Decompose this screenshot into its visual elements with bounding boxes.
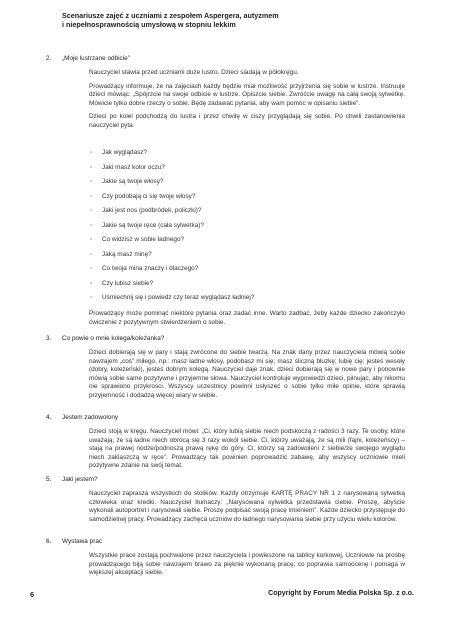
header-line-2: i niepełnosprawnością umysłową w stopniu lekkim — [62, 20, 236, 29]
section-title: Jestem zadowolony — [62, 414, 119, 421]
question-text: Co widzisz w sobie ładnego? — [102, 236, 185, 243]
paragraph: Wszystkie prace zostają pochwalone przez nauczyciela i powieszone na tablicy korkowej. Uczniowie na prośbę prowadzącego biją sobie nawzajem brawo za pięknie wykonaną pracę, co poprawia samoocenę i pomaga w większej akceptacji siebie. — [89, 552, 405, 577]
question-text: Co twoja mina znaczy i dlaczego? — [102, 265, 199, 272]
list-item — [89, 222, 405, 237]
page-header — [62, 11, 402, 29]
question-list — [89, 149, 405, 309]
copyright-notice: Copyright by Forum Media Polska Sp. z o.o. — [268, 590, 414, 597]
section-title: Jaki jestem? — [62, 476, 98, 483]
list-item — [89, 236, 405, 251]
paragraph: Nauczyciel zaprasza wszystkich do stolików. Każdy otrzymuje KARTĘ PRACY NR 1 z narysowaną sylwetką człowieka oraz kredki. Nauczyciel tłumaczy: „Narysowana sylwetka przedstawia ciebie. Proszę, abyście wykonali autoportret i narysowali siebie. Proszę podpisać swoją pracę imieniem”. Każde dziecko przystępuje do samodzielnej pracy. Prowadzący zachęca uczniów do ładnego narysowania siebie przy użyciu wielu kolorów. — [89, 490, 405, 523]
paragraph: Prowadzący może pominąć niektóre pytania oraz zadać inne. Warto zadbać, żeby każde dziecko zakończyło ćwiczenie z pozytywnym stwierdzeniem o sobie. — [89, 310, 405, 326]
list-item — [89, 294, 405, 309]
bullet-icon: ◦ — [90, 294, 93, 301]
question-text: Czy lubisz siebie? — [102, 279, 154, 287]
bullet-icon: ◦ — [90, 163, 93, 171]
list-item — [89, 280, 405, 295]
bullet-icon: ◦ — [90, 149, 93, 156]
bullet-icon: ◦ — [90, 178, 93, 185]
section-6-body — [89, 552, 405, 583]
section-title: Co powie o mnie kolega/koleżanka? — [62, 335, 165, 342]
paragraph: Dzieci po kolei podchodzą do lustra i przez chwilę w ciszy przyglądają się sobie. Po chwili zastanowienia nauczyciel pyta: — [89, 113, 405, 129]
question-text: Jakie są twoje ręce (cała sylwetka)? — [102, 221, 204, 229]
list-item — [89, 178, 405, 193]
bullet-icon: ◦ — [90, 250, 93, 258]
list-item — [89, 193, 405, 208]
bullet-icon: ◦ — [90, 279, 93, 287]
section-4-heading — [46, 414, 119, 423]
bullet-icon: ◦ — [90, 236, 93, 243]
section-number: 2. — [46, 55, 52, 62]
list-item — [89, 265, 405, 280]
section-number: 4. — [46, 414, 52, 421]
header-line-1: Scenariusze zajęć z uczniami z zespołem Aspergera, autyzmem — [62, 11, 279, 20]
section-2-closing — [89, 310, 405, 332]
section-title: Wystawa prac — [62, 538, 103, 545]
section-title: „Moje lustrzane odbicie” — [62, 55, 130, 62]
question-text: Jaki jest nos (podbródek, policzki)? — [102, 207, 202, 214]
section-5-body — [89, 490, 405, 529]
section-2-body — [89, 69, 405, 136]
list-item — [89, 207, 405, 222]
paragraph: Dzieci stoją w kręgu. Nauczyciel mówi: „Ci, który lubią siebie niech podskoczą z radości 3 razy. Te osoby, które uważają, że są ładne niech obrócą się 3 razy wokół siebie. Ci, którzy uważają, że są mili (fajni, koleżeńscy) – stają na prawej nodze/podnoszą prawą rękę do góry. Ci, którzy są zadowoleni z siebie/ze swojego wyglądu niech zaklaszczą w ręce”. Prowadzący tak powinien poprowadzić zabawę, aby wszyscy uczniowie mieli pozytywne zdanie na swój temat. — [89, 428, 405, 470]
list-item — [89, 149, 405, 164]
bullet-icon: ◦ — [90, 221, 93, 229]
bullet-icon: ◦ — [90, 265, 93, 272]
section-3-heading — [46, 335, 165, 344]
question-text: Jaki masz kolor oczu? — [102, 163, 165, 171]
section-3-body — [89, 349, 405, 406]
question-text: Jaką masz minę? — [102, 250, 152, 258]
list-item — [89, 164, 405, 179]
list-item — [89, 251, 405, 266]
question-text: Jakie są twoje włosy? — [102, 178, 164, 185]
paragraph: Nauczyciel stawia przed uczniami duże lustro. Dzieci siadają w półokręgu. — [89, 69, 299, 76]
paragraph: Prowadzący informuje, że na zajęciach każdy będzie miał możliwość przyjrzenia się sobie w lustrze. Instruuje dzieci mówiąc: „Spójrzcie na swoje odbicie w lustrze. Opiszcie siebie. Zwróćcie uwagę na całą swoją sylwetkę. Mówicie tylko dobre rzeczy o sobie. Będę zadawać pytania, aby wam pomóc w opisaniu siebie”. — [89, 82, 405, 107]
question-text: Uśmiechnij się i powiedz czy teraz wyglądasz ładniej? — [102, 294, 255, 301]
question-text: Czy podobają ci się twoje włosy? — [102, 192, 196, 200]
question-text: Jak wyglądasz? — [102, 149, 148, 156]
section-2-heading — [46, 55, 130, 64]
section-4-body — [89, 428, 405, 476]
bullet-icon: ◦ — [90, 192, 93, 200]
section-6-heading — [46, 538, 103, 547]
paragraph: Dzieci dobierają się w pary i stają zwrócone do siebie twarzą. Na znak dany przez nauczyciela mówią sobie nawzajem „coś” miłego, np.: masz ładne włosy, podobasz mi się; masz śliczną bluzkę; lubię cię; jesteś wesoły (dobry, koleżeński), jesteś dobrym kolegą. Nauczyciel daje znak, dzieci dobierają się w nowe pary i ponownie mówią sobie same pozytywne i przyjemne słowa. Nauczyciel kontroluje wypowiedzi dzieci, pilnując, aby nikomu nie sprawiono przykrości. Wszyscy uczestnicy powinni usłyszeć o sobie tylko miłe opinie, które sprawią przyjemność i dodadzą więcej wiary w siebie. — [89, 349, 405, 399]
section-number: 3. — [46, 335, 52, 342]
section-number: 5. — [46, 476, 52, 483]
page-number: 6 — [30, 590, 35, 599]
section-5-heading — [46, 476, 98, 485]
section-number: 6. — [46, 538, 52, 545]
bullet-icon: ◦ — [90, 207, 93, 214]
